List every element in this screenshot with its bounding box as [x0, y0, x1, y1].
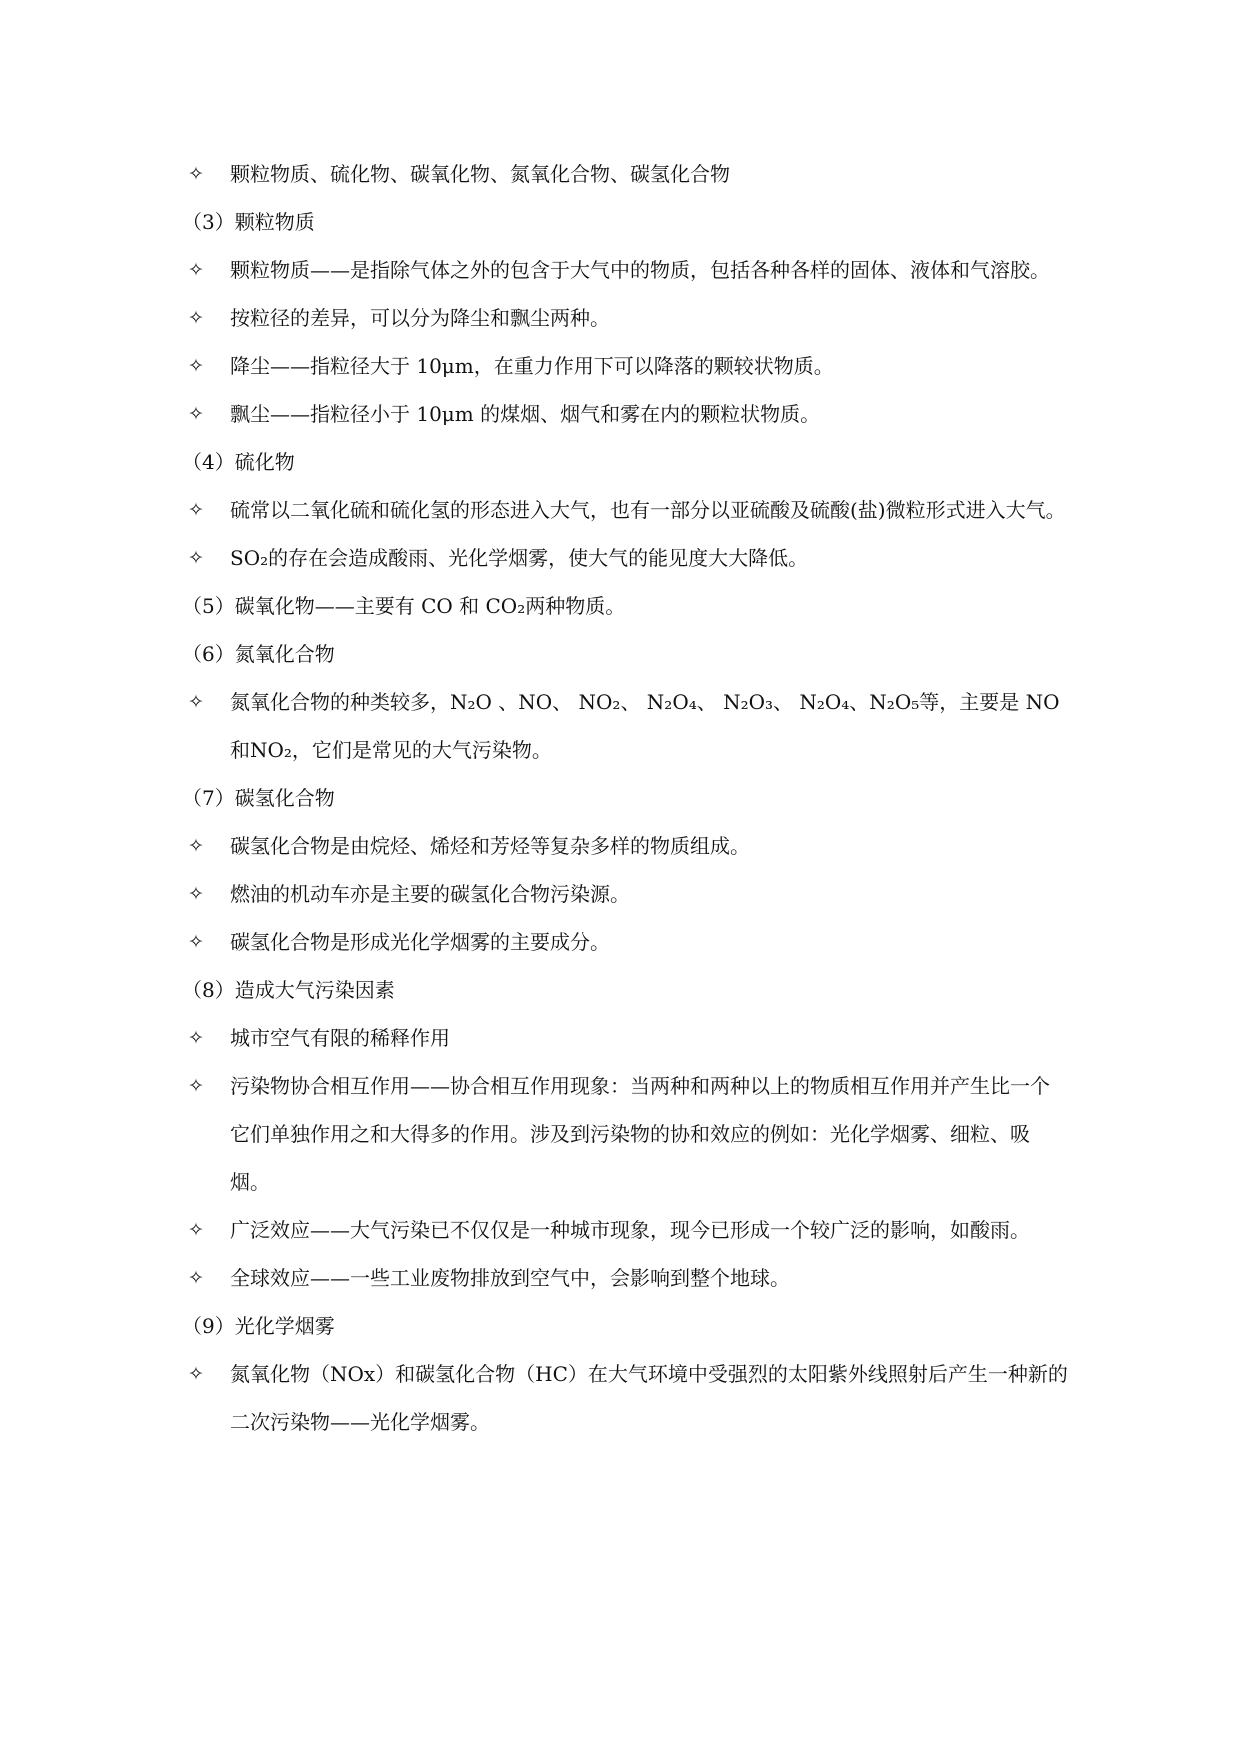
- diamond-star-icon: ✧: [188, 307, 204, 329]
- section-heading: [182, 1302, 1068, 1350]
- bullet-text: 污染物协合相互作用——协合相互作用现象：当两种和两种以上的物质相互作用并产生比一个它们单独作用之和大得多的作用。涉及到污染物的协和效应的例如：光化学烟雾、细粒、吸烟。: [230, 1074, 1050, 1194]
- document-content: [182, 150, 1068, 1446]
- bullet-item: [188, 534, 1068, 582]
- diamond-star-icon: ✧: [188, 547, 204, 569]
- diamond-star-icon: ✧: [188, 1219, 204, 1241]
- diamond-star-icon: ✧: [188, 259, 204, 281]
- section-heading: [182, 774, 1068, 822]
- bullet-text: 氮氧化物（NOx）和碳氢化合物（HC）在大气环境中受强烈的太阳紫外线照射后产生一种新的二次污染物——光化学烟雾。: [230, 1362, 1068, 1434]
- diamond-star-icon: ✧: [188, 163, 204, 185]
- diamond-star-icon: ✧: [188, 835, 204, 857]
- bullet-text: 按粒径的差异，可以分为降尘和飘尘两种。: [230, 306, 610, 330]
- diamond-star-icon: ✧: [188, 499, 204, 521]
- heading-text: （6）氮氧化合物: [182, 642, 335, 666]
- bullet-text: 降尘——指粒径大于 10μm，在重力作用下可以降落的颗较状物质。: [230, 354, 834, 378]
- bullet-item: [188, 918, 1068, 966]
- diamond-star-icon: ✧: [188, 691, 204, 713]
- bullet-text: 全球效应——一些工业废物排放到空气中，会影响到整个地球。: [230, 1266, 790, 1290]
- bullet-item: [188, 1014, 1068, 1062]
- bullet-item: [188, 1206, 1068, 1254]
- section-heading: [182, 630, 1068, 678]
- section-heading: [182, 582, 1068, 630]
- diamond-star-icon: ✧: [188, 1267, 204, 1289]
- bullet-item: [188, 342, 1068, 390]
- heading-text: （8）造成大气污染因素: [182, 978, 395, 1002]
- bullet-text: 碳氢化合物是由烷烃、烯烃和芳烃等复杂多样的物质组成。: [230, 834, 750, 858]
- bullet-text: SO₂的存在会造成酸雨、光化学烟雾，使大气的能见度大大降低。: [230, 546, 809, 570]
- section-heading: [182, 438, 1068, 486]
- bullet-text: 飘尘——指粒径小于 10μm 的煤烟、烟气和雾在内的颗粒状物质。: [230, 402, 821, 426]
- bullet-text: 碳氢化合物是形成光化学烟雾的主要成分。: [230, 930, 610, 954]
- diamond-star-icon: ✧: [188, 355, 204, 377]
- heading-text: （7）碳氢化合物: [182, 786, 335, 810]
- heading-text: （5）碳氧化物——主要有 CO 和 CO₂两种物质。: [182, 594, 626, 618]
- bullet-text: 燃油的机动车亦是主要的碳氢化合物污染源。: [230, 882, 630, 906]
- bullet-text: 广泛效应——大气污染已不仅仅是一种城市现象，现今已形成一个较广泛的影响，如酸雨。: [230, 1218, 1030, 1242]
- section-heading: [182, 966, 1068, 1014]
- diamond-star-icon: ✧: [188, 403, 204, 425]
- bullet-item: [188, 870, 1068, 918]
- heading-text: （3）颗粒物质: [182, 210, 315, 234]
- bullet-item: [188, 294, 1068, 342]
- bullet-text: 城市空气有限的稀释作用: [230, 1026, 450, 1050]
- bullet-item: [188, 1254, 1068, 1302]
- section-heading: [182, 198, 1068, 246]
- diamond-star-icon: ✧: [188, 1363, 204, 1385]
- diamond-star-icon: ✧: [188, 1075, 204, 1097]
- bullet-item: [188, 678, 1068, 774]
- bullet-item: [188, 822, 1068, 870]
- diamond-star-icon: ✧: [188, 1027, 204, 1049]
- bullet-item: [188, 1350, 1068, 1446]
- heading-text: （9）光化学烟雾: [182, 1314, 335, 1338]
- bullet-item: [188, 390, 1068, 438]
- diamond-star-icon: ✧: [188, 931, 204, 953]
- diamond-star-icon: ✧: [188, 883, 204, 905]
- bullet-text: 氮氧化合物的种类较多，N₂O 、NO、 NO₂、 N₂O₄、 N₂O₃、 N₂O₄、N₂O₅等，主要是 NO 和NO₂，它们是常见的大气污染物。: [230, 690, 1060, 762]
- bullet-item: [188, 1062, 1068, 1206]
- bullet-item: [188, 150, 1068, 198]
- bullet-item: [188, 486, 1068, 534]
- bullet-text: 颗粒物质——是指除气体之外的包含于大气中的物质，包括各种各样的固体、液体和气溶胶。: [230, 258, 1050, 282]
- bullet-text: 硫常以二氧化硫和硫化氢的形态进入大气，也有一部分以亚硫酸及硫酸(盐)微粒形式进入大气。: [230, 498, 1066, 522]
- bullet-text: 颗粒物质、硫化物、碳氧化物、氮氧化合物、碳氢化合物: [230, 162, 730, 186]
- heading-text: （4）硫化物: [182, 450, 295, 474]
- bullet-item: [188, 246, 1068, 294]
